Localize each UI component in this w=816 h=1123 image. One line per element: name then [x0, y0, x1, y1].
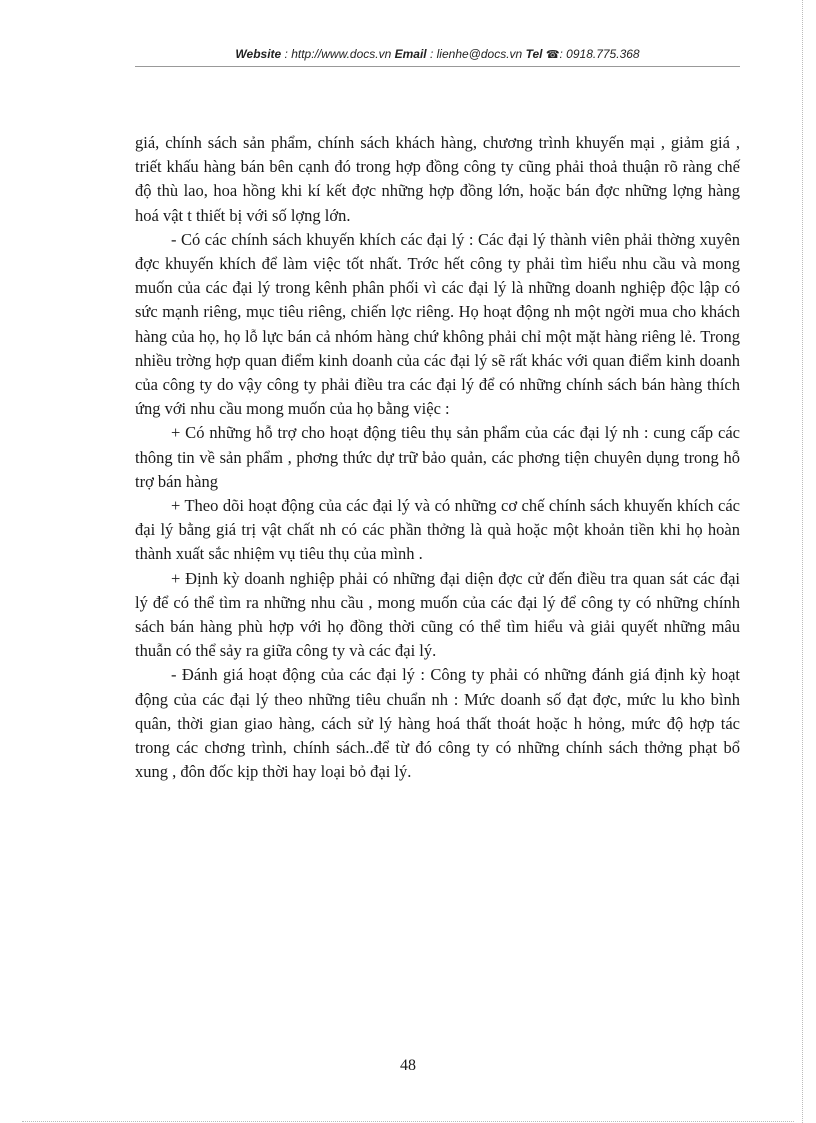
- header-divider: [135, 66, 740, 67]
- page-number: 48: [400, 1057, 416, 1074]
- email-separator: :: [426, 47, 437, 61]
- paragraph: giá, chính sách sản phẩm, chính sách khách hàng, chương trình khuyến mại , giảm giá , triết khấu hàng bán bên cạnh đó trong hợp đồng công ty cũng phải thoả thuận rõ ràng chế độ thù lao, hoa hồng khi kí kết đợc những hợp đồng lớn, hoặc bán đợc những lợng hàng hoá vật t thiết bị với số lợng lớn.: [135, 133, 740, 225]
- paragraph: - Có các chính sách khuyến khích các đại lý : Các đại lý thành viên phải thờng xuyên đợc khuyến khích để làm việc tốt nhất. Trớc hết công ty phải tìm hiểu nhu cầu và mong muốn của các đại lý trong kênh phân phối vì các đại lý là những doanh nghiệp độc lập có sức mạnh riêng, mục tiêu riêng, chiến lợc riêng. Họ hoạt động nh một ngời mua cho khách hàng của họ, họ lỗ lực bán cả nhóm hàng chứ không phải chỉ một mặt hàng riêng lẻ. Trong nhiều trờng hợp quan điểm kinh doanh của các đại lý sẽ rất khác với quan điểm kinh doanh của công ty do vậy công ty phải điều tra các đại lý để có những chính sách bán hàng thích ứng với nhu cầu mong muốn của họ bằng việc :: [135, 229, 740, 419]
- paragraph: - Đánh giá hoạt động của các đại lý : Công ty phải có những đánh giá định kỳ hoạt động của các đại lý theo những tiêu chuẩn nh : Mức doanh số đạt đợc, mức lu kho bình quân, thời gian giao hàng, cách sử lý hàng hoá thất thoát hoặc h hỏng, mức độ hợp tác trong các chơng trình, chính sách..để từ đó công ty có những chính sách thởng phạt bổ xung , đôn đốc kịp thời hay loại bỏ đại lý.: [135, 665, 740, 782]
- phone-icon: ☎: [545, 49, 560, 61]
- body-text: [135, 131, 740, 784]
- page-bottom-border: [22, 1121, 794, 1122]
- email-address[interactable]: lienhe@docs.vn: [436, 47, 523, 61]
- tel-label: Tel: [525, 47, 543, 61]
- website-separator: :: [281, 47, 292, 61]
- website-url[interactable]: http://www.docs.vn: [291, 47, 392, 61]
- tel-number: : 0918.775.368: [559, 47, 640, 61]
- paragraph: + Có những hỗ trợ cho hoạt động tiêu thụ sản phẩm của các đại lý nh : cung cấp các thông tin về sản phẩm , phơng thức dự trữ bảo quản, các phơng tiện chuyên dụng trong hỗ trợ bán hàng: [135, 423, 740, 491]
- paragraph: + Định kỳ doanh nghiệp phải có những đại diện đợc cử đến điều tra quan sát các đại lý để có thể tìm ra những nhu cầu , mong muốn của các đại lý để công ty có những chính sách bán hàng phù hợp với họ đồng thời cũng có thể tìm hiểu và giải quyết những mâu thuẫn có thể sảy ra giữa công ty và các đại lý.: [135, 568, 740, 661]
- email-label: Email: [394, 47, 427, 61]
- page-right-border: [802, 0, 803, 1123]
- page-header: [135, 47, 740, 61]
- paragraph: + Theo dõi hoạt động của các đại lý và có những cơ chế chính sách khuyến khích các đại lý bằng giá trị vật chất nh có các phần thởng là quà hoặc một khoản tiền khi họ hoàn thành xuất sắc nhiệm vụ tiêu thụ của mình .: [135, 496, 740, 564]
- website-label: Website: [235, 47, 282, 61]
